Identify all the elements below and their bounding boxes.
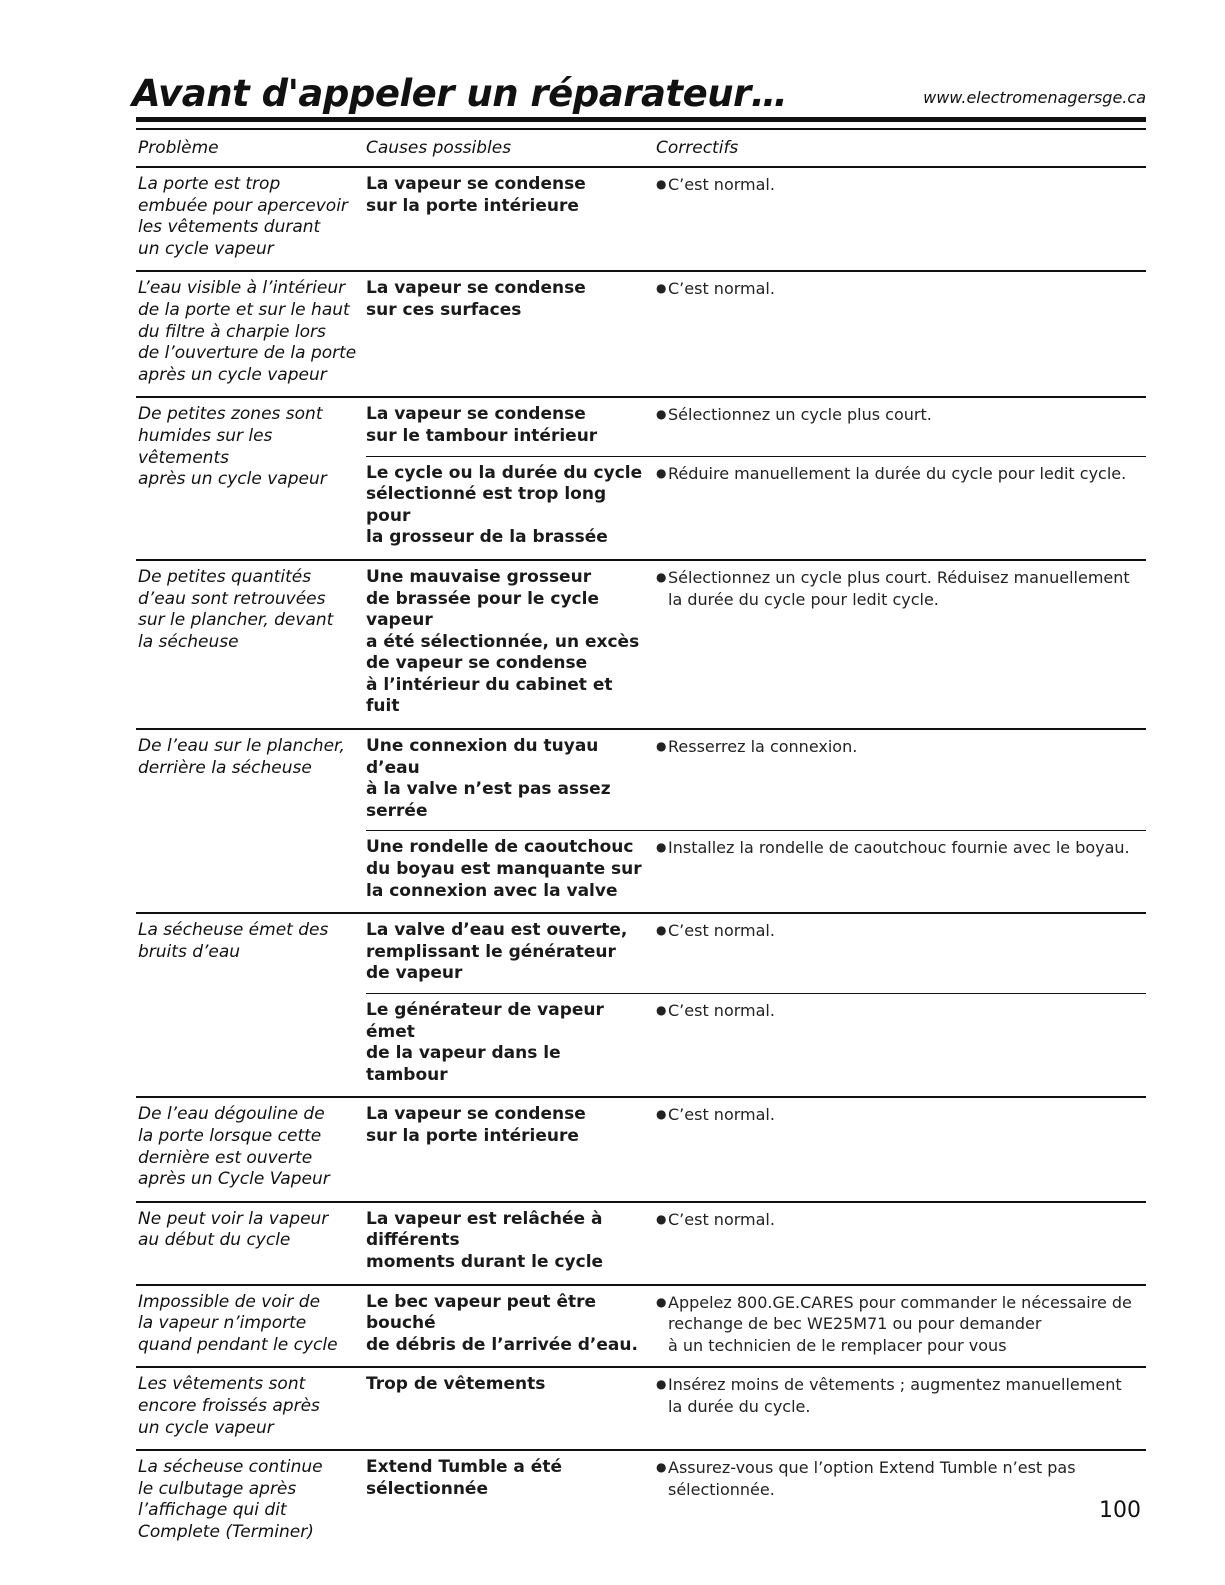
cause-fix-pair [366, 278, 1146, 321]
cause-fix-pair [366, 404, 1146, 447]
problem-text: L’eau visible à l’intérieur de la porte et sur le haut du filtre à charpie lors de l’ouverture de la porte après un cycle vapeur [138, 278, 357, 385]
problem-text: Les vêtements sont encore froissés après un cycle vapeur [138, 1374, 320, 1438]
cause-text: La vapeur se condense sur la porte intérieure [366, 174, 586, 216]
bullet-icon: ● [656, 1460, 667, 1475]
column-header-fixes: Correctifs [656, 138, 739, 158]
column-header-problem: Problème [138, 138, 219, 158]
troubleshooting-table [136, 168, 1146, 1553]
problem-text: La sécheuse continue le culbutage après l’affichage qui dit Complete (Terminer) [138, 1457, 323, 1542]
cause-fix-pair [366, 920, 1146, 985]
fix [656, 1292, 1146, 1357]
cause-text: Une rondelle de caoutchouc du boyau est manquante sur la connexion avec la valve [366, 837, 642, 901]
cause-text: Le bec vapeur peut être bouché de débris de l’arrivée d’eau. [366, 1291, 638, 1355]
fix [656, 736, 1146, 822]
fix-text: Installez la rondelle de caoutchouc fournie avec le boyau. [668, 838, 1130, 858]
cause-text: La vapeur se condense sur le tambour intérieur [366, 404, 598, 446]
cause-fix-group [366, 404, 1146, 549]
table-row [136, 398, 1146, 561]
cause-fix-group [366, 1104, 1146, 1190]
page-title: Avant d'appeler un réparateur… [132, 72, 788, 115]
bullet-icon: ● [656, 739, 667, 754]
fix-text: C’est normal. [668, 1209, 775, 1229]
page-header [132, 0, 1146, 120]
cause-text: Une connexion du tuyau d’eau à la valve n’est pas assez serrée [366, 736, 611, 821]
cause-fix-group [366, 1457, 1146, 1543]
cause-fix-group [366, 1374, 1146, 1439]
cause-fix-group [366, 1292, 1146, 1357]
cause-fix-pair [366, 567, 1146, 718]
fix-text: Appelez 800.GE.CARES pour commander le nécessaire de rechange de bec WE25M71 ou pour demander à un technicien de le remplacer pour vous [668, 1292, 1132, 1355]
cause-fix-pair [366, 830, 1146, 902]
bullet-icon: ● [656, 465, 667, 480]
bullet-icon: ● [656, 1211, 667, 1226]
table-row [136, 1098, 1146, 1202]
cause-fix-pair [366, 1104, 1146, 1147]
fix [656, 567, 1146, 718]
cause-fix-pair [366, 1374, 1146, 1417]
fix [656, 1104, 1146, 1147]
fix [656, 404, 1146, 447]
bullet-icon: ● [656, 569, 667, 584]
cause-fix-pair [366, 174, 1146, 217]
problem-text: De petites zones sont humides sur les vêtements après un cycle vapeur [138, 404, 327, 490]
cause-text: Trop de vêtements [366, 1374, 546, 1395]
cause-text: La vapeur se condense sur ces surfaces [366, 278, 586, 320]
cause-fix-group [366, 278, 1146, 386]
document-page [132, 0, 1146, 1553]
table-row [136, 168, 1146, 272]
problem-text: La sécheuse émet des bruits d’eau [138, 920, 329, 962]
table-row [136, 1368, 1146, 1451]
column-header-causes: Causes possibles [366, 138, 512, 158]
fix-text: C’est normal. [668, 1001, 775, 1020]
cause-fix-group [366, 1209, 1146, 1274]
table-row [136, 561, 1146, 730]
cause-text: La vapeur se condense sur la porte intérieure [366, 1104, 586, 1146]
cause-fix-group [366, 567, 1146, 718]
cause-fix-pair [366, 1292, 1146, 1357]
problem-text: De l’eau sur le plancher, derrière la sécheuse [138, 736, 345, 778]
website-url: www.electromenagersge.ca [923, 88, 1146, 107]
fix-text: C’est normal. [668, 279, 775, 299]
cause-fix-group [366, 174, 1146, 260]
cause-fix-pair [366, 736, 1146, 822]
header-rule-thick [136, 117, 1146, 122]
bullet-icon: ● [656, 407, 667, 422]
cause-fix-pair [366, 456, 1146, 549]
fix-text: Sélectionnez un cycle plus court. Réduisez manuellement la durée du cycle pour ledit cycle. [668, 567, 1130, 609]
fix-text: C’est normal. [668, 175, 775, 194]
fix-text: C’est normal. [668, 1105, 775, 1125]
cause-text: Extend Tumble a été sélectionnée [366, 1457, 562, 1499]
header-rule-thin [136, 128, 1146, 130]
cause-text: La vapeur est relâchée à différents moments durant le cycle [366, 1208, 604, 1272]
problem-text: De l’eau dégouline de la porte lorsque cette dernière est ouverte après un Cycle Vapeur [138, 1104, 330, 1190]
bullet-icon: ● [656, 1377, 667, 1392]
fix-text: Resserrez la connexion. [668, 737, 858, 757]
fix-text: Réduire manuellement la durée du cycle pour ledit cycle. [668, 463, 1127, 483]
fix [656, 920, 1146, 985]
table-row [136, 730, 1146, 914]
fix [656, 837, 1146, 902]
cause-fix-pair [366, 1209, 1146, 1274]
table-header [136, 130, 1146, 168]
bullet-icon: ● [656, 177, 667, 191]
cause-text: Une mauvaise grosseur de brassée pour le cycle vapeur a été sélectionnée, un excès de vapeur se condense à l’intérieur du cabinet et fuit [366, 566, 640, 717]
cause-fix-pair [366, 993, 1146, 1086]
fix-text: C’est normal. [668, 921, 775, 941]
problem-text: Ne peut voir la vapeur au début du cycle [138, 1208, 329, 1251]
problem-text: La porte est trop embuée pour apercevoir les vêtements durant un cycle vapeur [138, 174, 348, 259]
table-row [136, 1203, 1146, 1286]
fix [656, 278, 1146, 321]
cause-text: Le cycle ou la durée du cycle sélectionné est trop long pour la grosseur de la brassée [366, 462, 643, 548]
fix-text: Sélectionnez un cycle plus court. [668, 405, 932, 425]
table-row [136, 914, 1146, 1098]
cause-text: Le générateur de vapeur émet de la vapeur dans le tambour [366, 1000, 604, 1085]
table-row [136, 272, 1146, 398]
bullet-icon: ● [656, 1294, 667, 1309]
problem-text: De petites quantités d’eau sont retrouvées sur le plancher, devant la sécheuse [138, 566, 334, 652]
table-row [136, 1286, 1146, 1369]
bullet-icon: ● [656, 1107, 667, 1122]
fix [656, 1209, 1146, 1274]
fix-text: Assurez-vous que l’option Extend Tumble n’est pas sélectionnée. [668, 1458, 1076, 1499]
fix [656, 463, 1146, 549]
fix [656, 1457, 1146, 1500]
fix [656, 174, 1146, 217]
fix [656, 1000, 1146, 1086]
bullet-icon: ● [656, 281, 667, 296]
problem-text: Impossible de voir de la vapeur n’importe quand pendant le cycle [138, 1291, 338, 1355]
cause-fix-group [366, 920, 1146, 1086]
fix-text: Insérez moins de vêtements ; augmentez manuellement la durée du cycle. [668, 1375, 1122, 1416]
cause-text: La valve d’eau est ouverte, remplissant le générateur de vapeur [366, 920, 628, 984]
bullet-icon: ● [656, 1003, 667, 1017]
bullet-icon: ● [656, 840, 667, 855]
cause-fix-pair [366, 1457, 1146, 1500]
cause-fix-group [366, 736, 1146, 902]
fix [656, 1374, 1146, 1417]
bullet-icon: ● [656, 923, 667, 938]
page-number: 100 [1099, 1498, 1141, 1523]
table-row [136, 1451, 1146, 1553]
